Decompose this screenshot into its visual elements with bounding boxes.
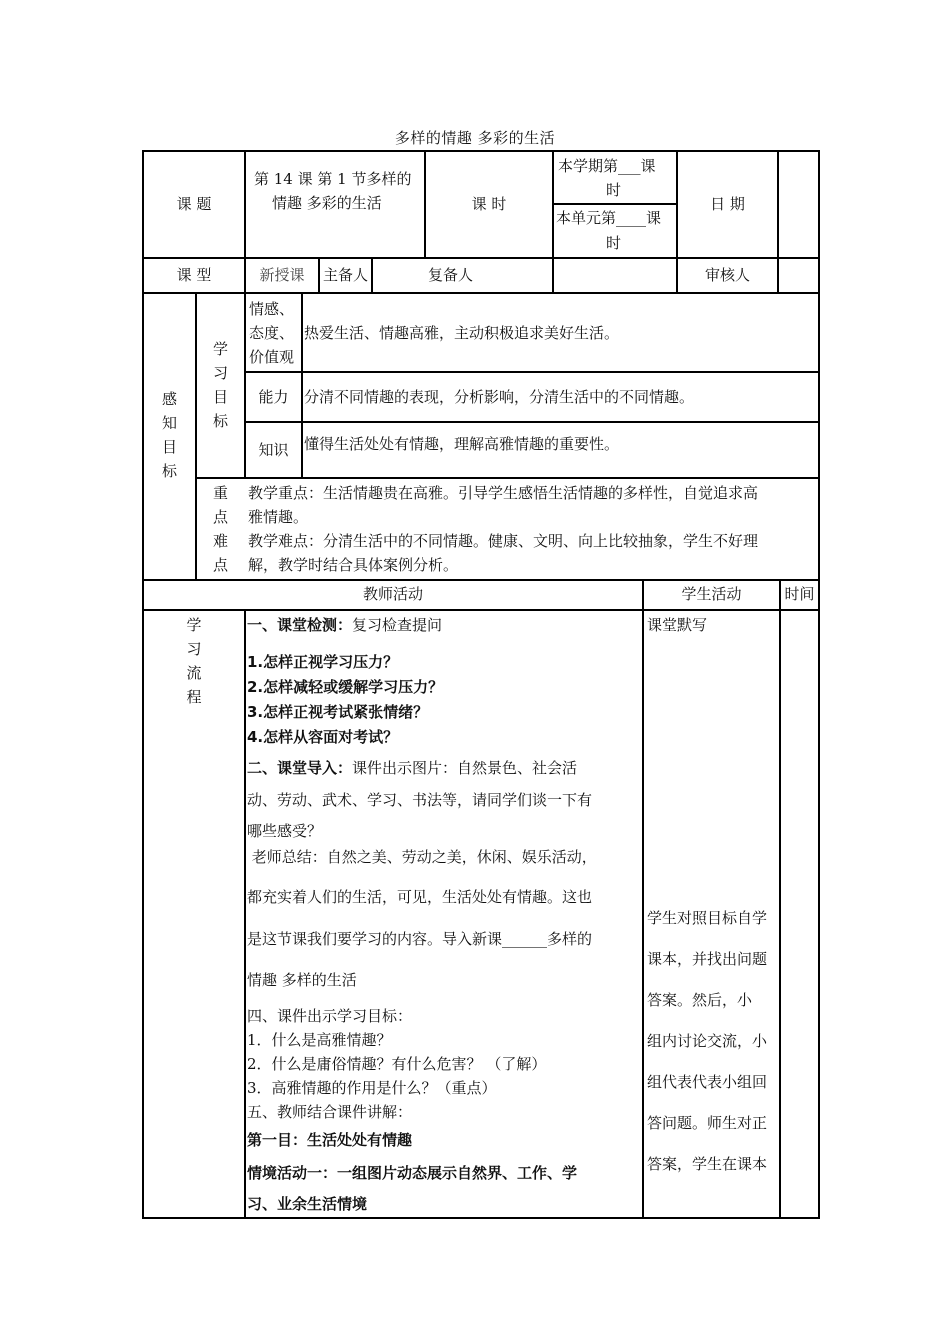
label-learning-flow: 学 习 流 程 — [186, 616, 202, 706]
label-xuexi-mubiao: 学 习 目 标 — [212, 340, 228, 430]
label-date: 日 期 — [710, 195, 745, 213]
label-keti: 课 题 — [176, 195, 212, 213]
semester-period-line2: 时 — [606, 181, 622, 199]
introduction-line2: 动、劳动、武术、学习、书法等，请同学们谈一下有 — [247, 791, 593, 809]
student-activity-self-study: 学生对照目标自学 课本，并找出问题 答案。然后，小 组内讨论交流，小 组代表代表小组回 答问题。师生对正 答案，学生在课本 — [647, 909, 768, 1173]
summary-line3: 是这节课我们要学习的内容。导入新课______多样的 — [247, 930, 593, 948]
summary-line2: 都充实着人们的生活，可见，生活处处有情趣。这也 — [247, 888, 593, 906]
document-title: 多样的情趣 多彩的生活 — [394, 129, 556, 147]
label-kexing: 课 型 — [176, 266, 212, 284]
label-zhubei: 主备人 — [322, 266, 368, 284]
emotion-goal-text: 热爱生活、情趣高雅，主动积极追求美好生活。 — [304, 324, 620, 342]
summary-line4: 情趣 多样的生活 — [247, 971, 357, 989]
student-activity-dictation: 课堂默写 — [647, 616, 708, 634]
label-key-difficult: 重 点 难 点 — [212, 484, 228, 574]
section-introduction: 二、课堂导入：课件出示图片：自然景色、社会活 — [247, 759, 578, 777]
header-student-activity: 学生活动 — [681, 585, 742, 603]
section-learning-objectives: 四、课件出示学习目标： 1．什么是高雅情趣？ 2．什么是庸俗情趣？有什么危害？ （了解） 3．高雅情趣的作用是什么？（重点） 五、教师结合课件讲解： — [247, 1007, 547, 1121]
scenario-activity-line2: 习、业余生活情境 — [247, 1195, 368, 1213]
unit-period-line2: 时 — [606, 234, 622, 252]
semester-period-line1: 本学期第___课 — [558, 157, 656, 175]
unit-period-line1: 本单元第____课 — [556, 209, 662, 227]
keti-value-line2: 情趣 多彩的生活 — [272, 194, 382, 212]
section-classroom-check: 一、课堂检测：复习检查提问 — [247, 616, 443, 634]
label-ganzhi-mubiao: 感 知 目 标 — [161, 390, 177, 480]
header-teacher-activity: 教师活动 — [362, 585, 423, 603]
label-keshi: 课 时 — [471, 195, 507, 213]
key-difficult-text: 教学重点：生活情趣贵在高雅。引导学生感悟生活情趣的多样性，自觉追求高 雅情趣。 教学难点：分清生活中的不同情趣。健康、文明、向上比较抽象，学生不好理 解，教学时结合具体案例分析。 — [248, 484, 759, 574]
label-knowledge: 知识 — [258, 441, 289, 459]
label-ability: 能力 — [258, 388, 289, 406]
label-fubei: 复备人 — [428, 266, 474, 284]
label-emotion-attitude-values: 情感、 态度、 价值观 — [249, 300, 295, 366]
scenario-activity-line1: 情境活动一：一组图片动态展示自然界、工作、学 — [247, 1164, 578, 1182]
header-time: 时间 — [784, 585, 815, 603]
kexing-value: 新授课 — [259, 266, 305, 284]
introduction-line3: 哪些感受？ — [247, 822, 323, 840]
keti-value-line1: 第 14 课 第 1 节多样的 — [254, 170, 412, 188]
review-question-list: 1.怎样正视学习压力？ 2.怎样减轻或缓解学习压力？ 3.怎样正视考试紧张情绪？ 4.怎样从容面对考试？ — [247, 653, 444, 746]
label-shenhe: 审核人 — [704, 266, 750, 284]
summary-line1: 老师总结：自然之美、劳动之美，休闲、娱乐活动， — [247, 848, 597, 866]
topic-one-heading: 第一目：生活处处有情趣 — [247, 1131, 413, 1149]
knowledge-goal-text: 懂得生活处处有情趣，理解高雅情趣的重要性。 — [304, 435, 620, 453]
ability-goal-text: 分清不同情趣的表现，分析影响，分清生活中的不同情趣。 — [304, 388, 695, 406]
